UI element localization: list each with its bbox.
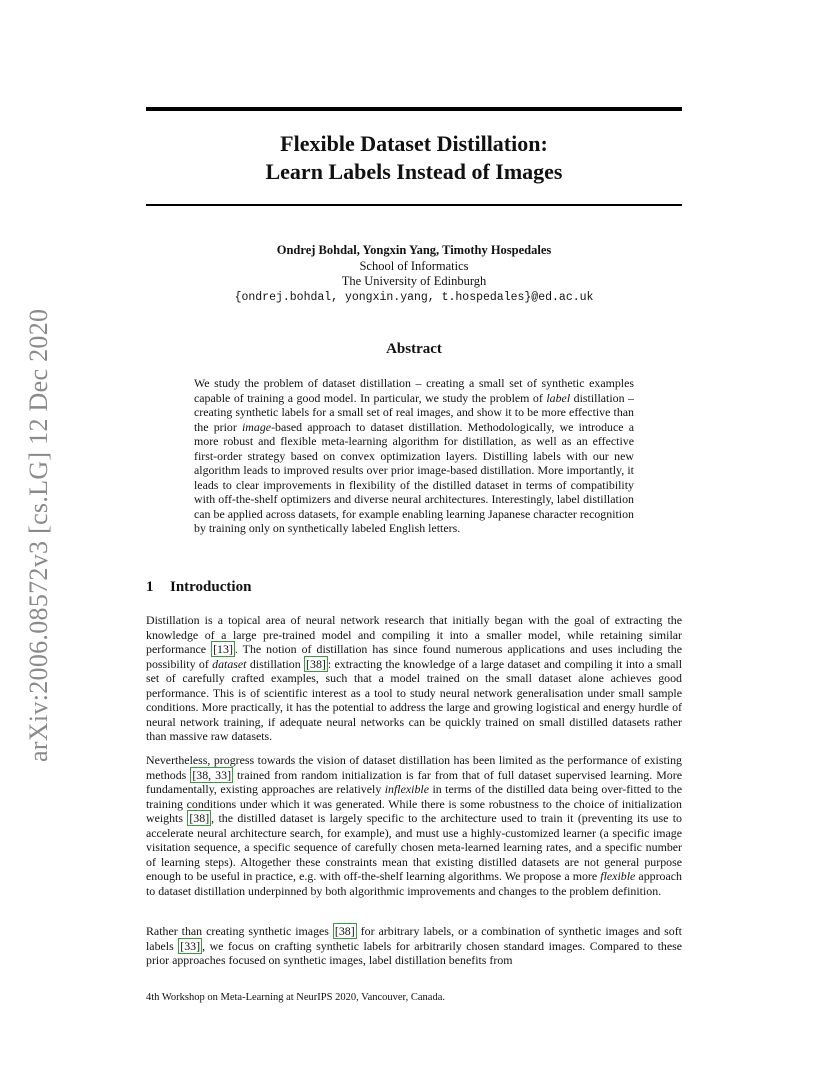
author-school: School of Informatics [359, 258, 469, 273]
section-heading [146, 579, 251, 596]
author-block [146, 243, 682, 305]
paragraph-text: , we focus on crafting synthetic labels for arbitrarily chosen standard images. Compared to these prior approaches focused on synthetic images, label distillation benefits from [146, 938, 682, 967]
abstract-text-part: -based approach to dataset distillation. Methodologically, we introduce a more robust and flexible meta-learning algorithm for distillation, as well as an effective first-order strategy based on convex optimization layers. Distilling labels with our new algorithm leads to improved results over prior image-based distillation. More importantly, it leads to clear improvements in flexibility of the distilled dataset in terms of compatibility with off-the-shelf optimizers and diverse neural architectures. Interestingly, label distillation can be applied across datasets, for example enabling learning Japanese character recognition by training only on synthetically labeled English letters. [194, 419, 634, 535]
author-university: The University of Edinburgh [341, 274, 487, 288]
citation-link[interactable]: [13] [213, 642, 233, 656]
section-title: Introduction [170, 579, 252, 595]
citation-link[interactable]: [33] [180, 938, 201, 953]
paragraph-text: . The notion of distillation has since found numerous applications and uses including the possibility of [146, 642, 682, 671]
paragraph-text: distillation [246, 656, 305, 671]
intro-paragraph-2 [146, 753, 682, 898]
citation-link[interactable]: [38] [189, 811, 210, 825]
title-bottom-rule [146, 204, 682, 206]
abstract-text [194, 376, 634, 536]
abstract-emphasis: label [546, 390, 571, 405]
author-names: Ondrej Bohdal, Yongxin Yang, Timothy Hospedales [276, 243, 552, 257]
paragraph-emphasis: dataset [212, 656, 247, 671]
paragraph-text: Rather than creating synthetic images [146, 924, 333, 938]
author-emails: {ondrej.bohdal, yongxin.yang, t.hospedales}@ed.ac.uk [234, 290, 594, 304]
citation-link[interactable]: [38] [306, 656, 326, 671]
title-line-2: Learn Labels Instead of Images [265, 159, 563, 184]
arxiv-identifier: arXiv:2006.08572v3 [cs.LG] 12 Dec 2020 [24, 308, 53, 762]
abstract-text-part: We study the problem of dataset distillation – creating a small set of synthetic examples capable of training a good model. In particular, we study the problem of [194, 376, 634, 405]
title-line-1: Flexible Dataset Distillation: [280, 131, 548, 156]
paragraph-text: trained from random initialization is far from that of full dataset supervised learning. More fundamentally, existing approaches are relatively [146, 767, 682, 796]
paragraph-text: approach to dataset distillation underpinned by both algorithmic improvements and changes to the problem definition. [146, 869, 682, 898]
paragraph-text: , the distilled dataset is largely specific to the architecture used to train it (preventing its use to accelerate neural architecture search, for example), and must use a highly-customized learner (a specific image visitation sequence, a specific sequence of carefully chosen meta-learned learning rates, and a specific number of learning steps). Altogether these constraints mean that existing distilled datasets are not general purpose enough to be useful in practice, e.g. with off-the-shelf learning algorithms. We propose a more [146, 811, 683, 883]
citation-link[interactable]: [38] [334, 924, 355, 938]
abstract-text-part: distillation – creating synthetic labels for a small set of real images, and show it to be more effective than the prior [194, 390, 634, 434]
citation-link[interactable]: [38, 33] [192, 767, 232, 782]
paragraph-text: Nevertheless, progress towards the vision of dataset distillation has been limited as the performance of existing methods [146, 753, 682, 782]
paragraph-emphasis: flexible [600, 869, 636, 883]
paragraph-text: for arbitrary labels, or a combination of synthetic images and soft labels [146, 924, 682, 953]
abstract-heading: Abstract [386, 341, 442, 357]
intro-paragraph-3 [146, 924, 682, 968]
paragraph-emphasis: inflexible [384, 782, 429, 796]
intro-paragraph-1 [146, 613, 682, 744]
paragraph-text: : extracting the knowledge of a large dataset and compiling it into a small set of carefully crafted examples, such that a model trained on the small dataset alone achieves good performance. This is of scientific interest as a tool to study neural network generalisation under small sample conditions. More practically, it has the potential to address the large and growing logistical and energy hurdle of neural network training, if adequate neural networks can be quickly trained on small distilled datasets rather than massive raw datasets. [146, 656, 683, 743]
section-number: 1 [146, 579, 154, 595]
footer-venue: 4th Workshop on Meta-Learning at NeurIPS 2020, Vancouver, Canada. [146, 992, 445, 1003]
paper-title [146, 130, 682, 186]
paragraph-text: in terms of the distilled data being over-fitted to the training conditions under which it was generated. While there is some robustness to the choice of initialization weights [146, 782, 682, 825]
title-top-rule [146, 107, 682, 111]
paragraph-text: Distillation is a topical area of neural network research that initially began with the goal of extracting the knowledge of a large pre-trained model and compiling it into a smaller model, while retaining similar performance [146, 613, 682, 656]
abstract-emphasis: image [242, 419, 272, 434]
